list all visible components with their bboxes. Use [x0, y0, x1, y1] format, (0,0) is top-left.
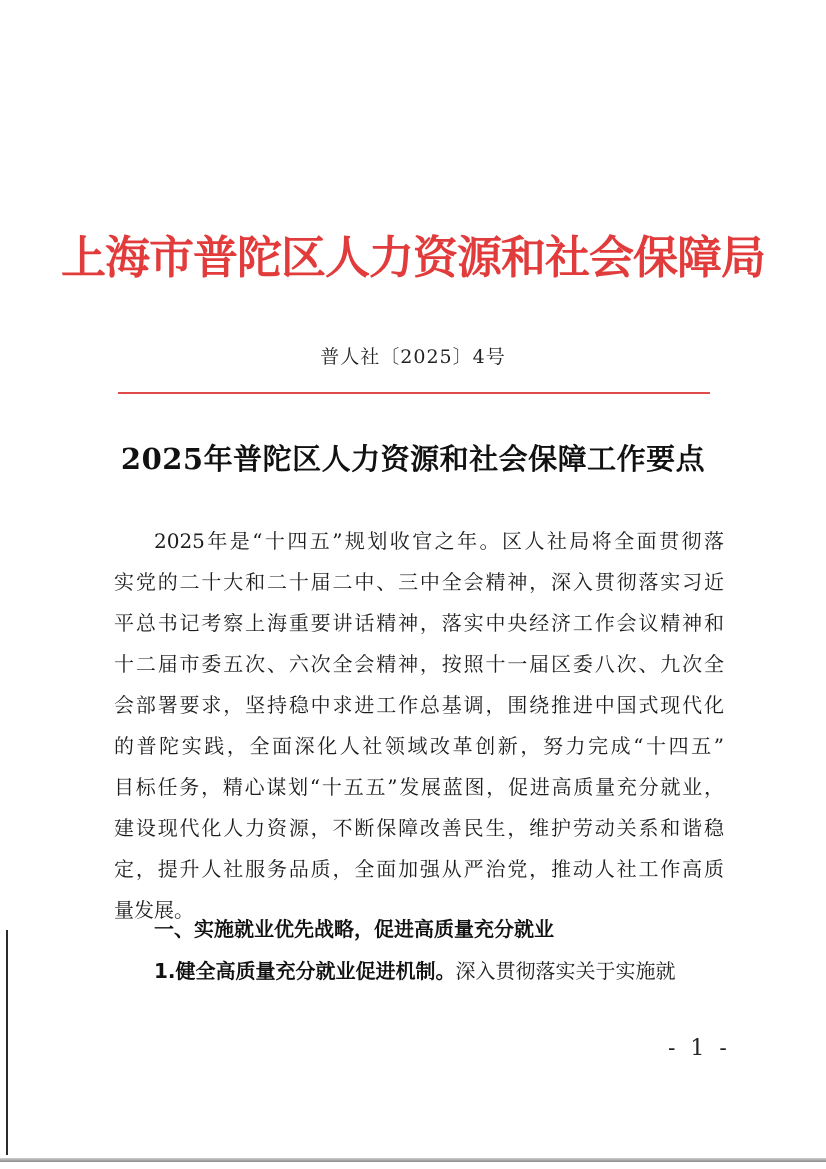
- paragraph-line: 十二届市委五次、六次全会精神，按照十一届区委八次、九次全: [114, 652, 724, 676]
- document-title: 2025年普陀区人力资源和社会保障工作要点: [120, 442, 706, 476]
- scan-edge-left: [6, 930, 8, 1155]
- item-text: 深入贯彻落实关于实施就: [455, 959, 676, 983]
- item-title: 1.健全高质量充分就业促进机制。: [154, 959, 456, 983]
- paragraph-line: 2025年是“十四五”规划收官之年。区人社局将全面贯彻落: [154, 529, 724, 553]
- scan-edge-bottom: [0, 1158, 826, 1162]
- paragraph-line: 实党的二十大和二十届二中、三中全会精神，深入贯彻落实习近: [114, 570, 724, 594]
- document-number: 普人社〔2025〕4号: [320, 346, 506, 368]
- red-divider: [118, 392, 710, 394]
- paragraph-line: 会部署要求，坚持稳中求进工作总基调，围绕推进中国式现代化: [114, 693, 724, 717]
- section-heading: 一、实施就业优先战略，促进高质量充分就业: [154, 917, 554, 941]
- paragraph-line: 目标任务，精心谋划“十五五”发展蓝图，促进高质量充分就业，: [114, 775, 724, 799]
- paragraph-line: 定，提升人社服务品质，全面加强从严治党，推动人社工作高质: [114, 857, 724, 881]
- paragraph-line: 的普陀实践，全面深化人社领域改革创新，努力完成“十四五”: [114, 734, 724, 758]
- paragraph-line: 建设现代化人力资源，不断保障改善民生，维护劳动关系和谐稳: [114, 816, 724, 840]
- page-number: - 1 -: [668, 1036, 731, 1061]
- paragraph-line: 平总书记考察上海重要讲话精神，落实中央经济工作会议精神和: [114, 611, 724, 635]
- agency-title: 上海市普陀区人力资源和社会保障局: [60, 231, 765, 284]
- list-item: [154, 956, 724, 986]
- paragraph-line: 量发展。: [114, 898, 194, 922]
